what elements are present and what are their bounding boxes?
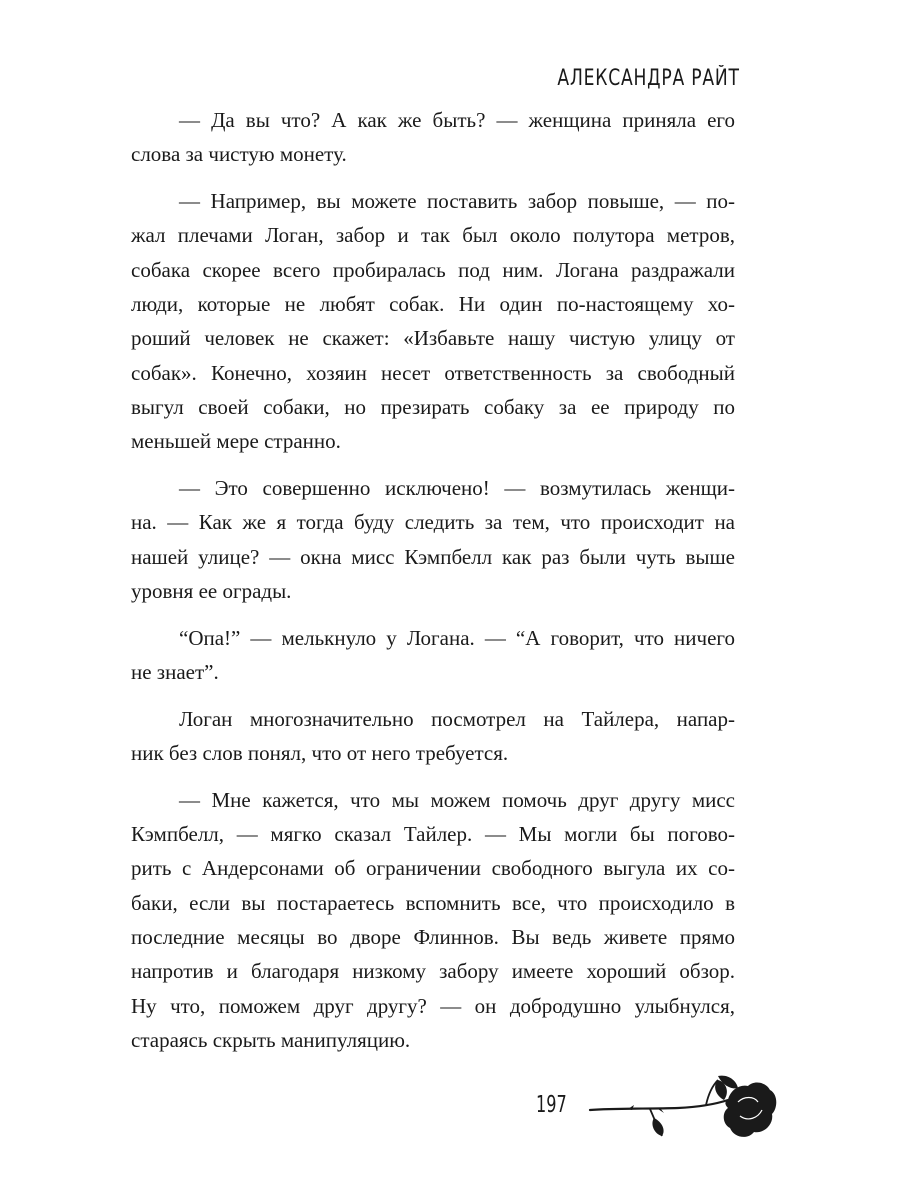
text-line: люди, которые не любят собак. Ни один по-настоящему хо- <box>131 291 735 316</box>
text-line: Ну что, поможем друг другу? — он добродушно улыбнулся, <box>131 993 735 1018</box>
text-line: баки, если вы постараетесь вспомнить все, что происходило в <box>131 890 735 915</box>
text-line: “Опа!” — мелькнуло у Логана. — “А говорит, что ничего <box>179 625 735 650</box>
text-line: собака скорее всего пробиралась под ним. Логана раздражали <box>131 257 735 282</box>
text-line: рить с Андерсонами об ограничении свободного выгула их со- <box>131 856 735 881</box>
text-line: напротив и благодаря низкому забору имеете хороший обзор. <box>131 959 735 984</box>
text-line: на. — Как же я тогда буду следить за тем, что происходит на <box>131 510 735 535</box>
paragraph <box>131 702 735 771</box>
text-line: — Мне кажется, что мы можем помочь друг другу мисс <box>179 787 735 812</box>
text-line: последние месяцы во дворе Флиннов. Вы ведь живете прямо <box>131 925 735 950</box>
text-line: жал плечами Логан, забор и так был около полутора метров, <box>131 223 735 248</box>
text-line: меньшей мере странно. <box>131 429 341 454</box>
text-line: уровня ее ограды. <box>131 578 292 603</box>
paragraph <box>131 184 735 458</box>
paragraph <box>131 783 735 1057</box>
text-line: — Например, вы можете поставить забор повыше, — по- <box>179 189 735 214</box>
page-number: 197 <box>536 1092 567 1118</box>
running-header-author: АЛЕКСАНДРА РАЙТ <box>557 66 740 91</box>
paragraph <box>131 471 735 608</box>
text-line: Кэмпбелл, — мягко сказал Тайлер. — Мы могли бы погово- <box>131 822 735 847</box>
text-line: нашей улице? — окна мисс Кэмпбелл как раз были чуть выше <box>131 544 735 569</box>
text-line: собак». Конечно, хозяин несет ответственность за свободный <box>131 360 735 385</box>
text-line: роший человек не скажет: «Избавьте нашу чистую улицу от <box>131 326 735 351</box>
text-line: слова за чистую монету. <box>131 142 347 167</box>
page-footer <box>536 1072 776 1152</box>
text-line: ник без слов понял, что от него требуется. <box>131 741 509 766</box>
text-line: не знает”. <box>131 659 219 684</box>
text-line: выгул своей собаки, но презирать собаку за ее природу по <box>131 394 735 419</box>
text-line: — Да вы что? А как же быть? — женщина приняла его <box>179 108 735 132</box>
paragraph <box>131 621 735 690</box>
rose-icon <box>588 1072 778 1152</box>
body-text <box>131 103 735 1070</box>
text-line: Логан многозначительно посмотрел на Тайлера, напар- <box>179 706 735 731</box>
text-line: стараясь скрыть манипуляцию. <box>131 1027 411 1052</box>
text-line: — Это совершенно исключено! — возмутилась женщи- <box>179 475 735 500</box>
paragraph <box>131 103 735 172</box>
